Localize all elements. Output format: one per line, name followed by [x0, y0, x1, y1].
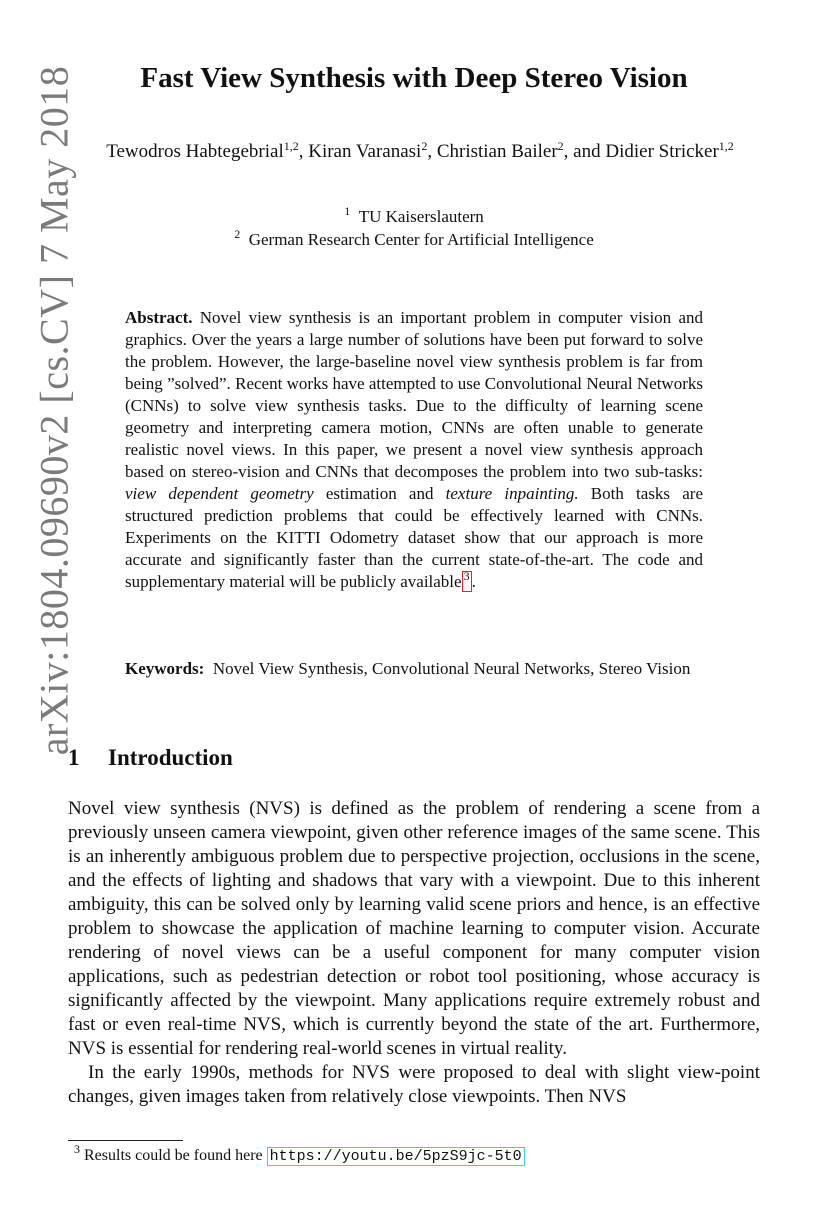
affiliation-name: German Research Center for Artificial Intelligence — [248, 230, 594, 249]
keywords-label: Keywords: — [125, 659, 205, 678]
author-name: , and Didier Stricker — [563, 141, 719, 162]
paragraph: Novel view synthesis (NVS) is defined as the problem of rendering a scene from a previously unseen camera viewpoint, given other reference images of the same scene. This is an inherently ambiguous problem due to perspective projection, occlusions in the scene, and the effects of lighting and shadows that vary with a viewpoint. Due to this inherent ambiguity, this can be solved only by learning valid scene priors and hence, is an effective problem to showcase the application of machine learning to computer vision. Accurate rendering of novel views can be a useful component for many computer vision applications, such as pedestrian detection or robot tool positioning, whose accuracy is significantly affected by the viewpoint. Many applications require extremely robust and fast or even real-time NVS, which is currently beyond the state of the art. Furthermore, NVS is essential for rendering real-world scenes in virtual reality. — [68, 798, 760, 1059]
section-number: 1 — [68, 745, 80, 770]
abstract-emphasis: texture inpainting. — [445, 484, 579, 503]
affiliation-list — [0, 205, 828, 251]
footnote-mark: 3 — [463, 569, 470, 583]
abstract-text: Both tasks are structured prediction problems that could be effectively learned with CNNs. Experiments on the KITTI Odometry dataset show that our approach is more accurate and significantly faster than the current state-of-the-art. The code and supplementary material will be publicly available — [125, 484, 703, 591]
affiliation — [0, 205, 828, 228]
arxiv-identifier: arXiv:1804.09690v2 [cs.CV] 7 May 2018 — [31, 65, 77, 755]
footnote-divider — [68, 1140, 183, 1141]
keywords — [125, 658, 725, 680]
abstract-label: Abstract. — [125, 308, 193, 327]
footnote-url-link[interactable]: https://youtu.be/5pzS9jc-5t0 — [267, 1147, 525, 1166]
author-affiliation-mark: 1,2 — [718, 139, 734, 153]
abstract-text: Novel view synthesis is an important problem in computer vision and graphics. Over the years a large number of solutions have been put forward to solve the problem. However, the large-baseline novel view synthesis problem is far from being ”solved”. Recent works have attempted to use Convolutional Neural Networks (CNNs) to solve view synthesis tasks. Due to the difficulty of learning scene geometry and interpreting camera motion, CNNs are often unable to generate realistic novel views. In this paper, we present a novel view synthesis approach based on stereo-vision and CNNs that decomposes the problem into two sub-tasks: — [125, 308, 703, 481]
body-text — [68, 797, 760, 1109]
author-name: , Kiran Varanasi — [298, 141, 422, 162]
keywords-text: Novel View Synthesis, Convolutional Neural Networks, Stereo Vision — [212, 659, 691, 678]
paragraph: In the early 1990s, methods for NVS were proposed to deal with slight view-point changes, given images taken from relatively close viewpoints. Then NVS — [68, 1062, 760, 1107]
arxiv-sidebar-stamp — [24, 60, 84, 760]
abstract-emphasis: view dependent geometry — [125, 484, 314, 503]
paper-title: Fast View Synthesis with Deep Stereo Vision — [140, 62, 688, 94]
author-affiliation-mark: 1,2 — [283, 139, 299, 153]
abstract-text: estimation and — [325, 484, 434, 503]
author-list — [90, 140, 750, 163]
author-name: , Christian Bailer — [427, 141, 558, 162]
section-heading — [68, 745, 233, 771]
footnote-link[interactable] — [462, 571, 472, 592]
affiliation-name: TU Kaiserslautern — [358, 207, 484, 226]
abstract-text: . — [471, 572, 476, 591]
section-title: Introduction — [108, 745, 233, 770]
affiliation — [0, 228, 828, 251]
footnote — [74, 1142, 525, 1167]
footnote-number: 3 — [74, 1142, 80, 1156]
affiliation-number: 2 — [234, 227, 241, 241]
footnote-text: Results could be found here — [84, 1147, 263, 1164]
affiliation-number: 1 — [344, 204, 351, 218]
author-affiliation-mark: 2 — [421, 139, 428, 153]
author-affiliation-mark: 2 — [557, 139, 564, 153]
abstract — [125, 307, 703, 593]
author-name: Tewodros Habtegebrial — [106, 141, 284, 162]
